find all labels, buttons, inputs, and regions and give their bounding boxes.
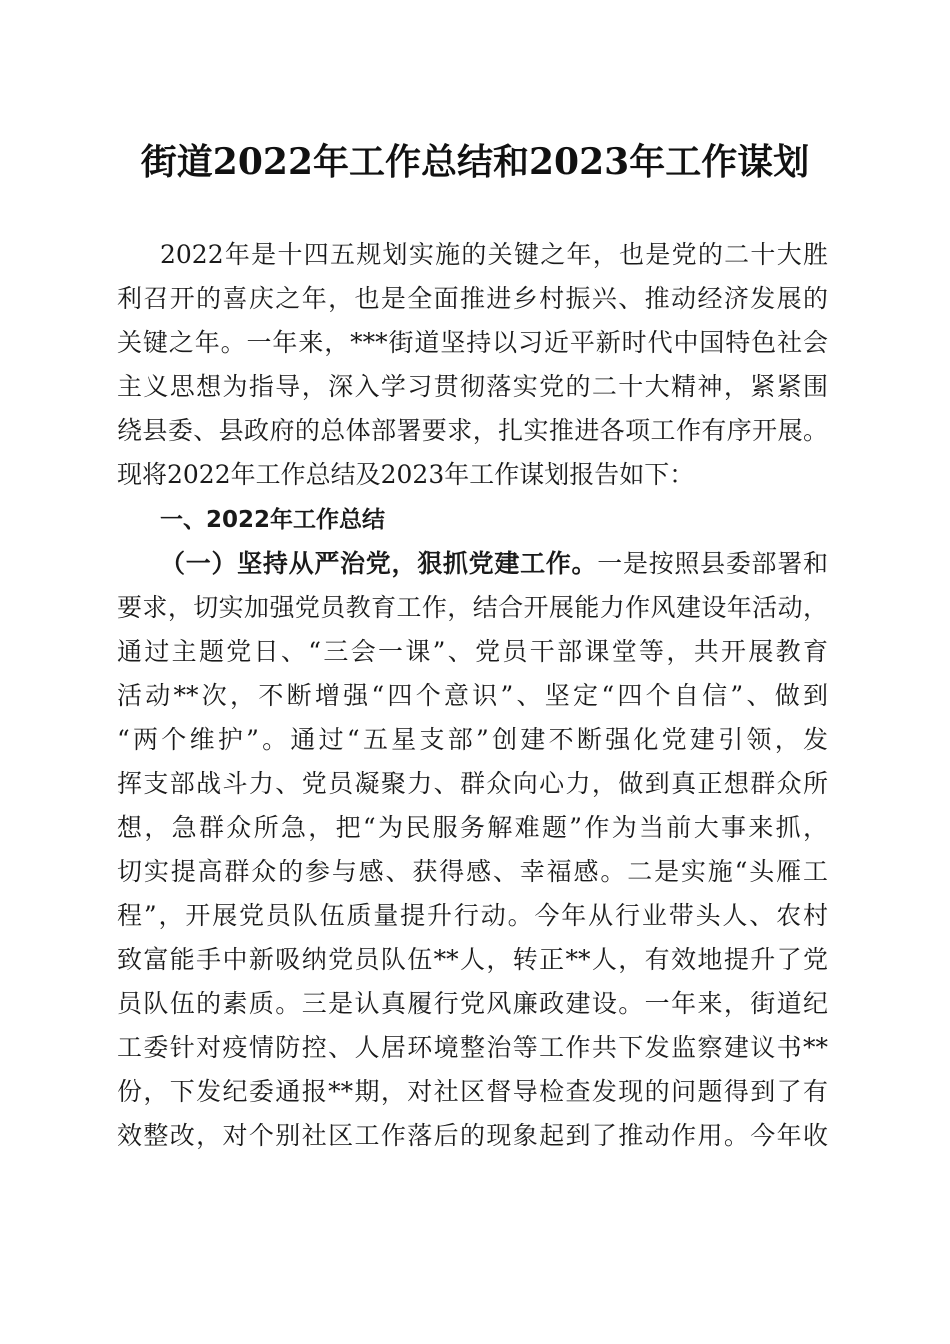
body-line: 份，下发纪委通报**期，对社区督导检查发现的问题得到了有 bbox=[117, 1077, 828, 1106]
intro-line-6: 现将2022年工作总结及2023年工作谋划报告如下： bbox=[117, 460, 695, 489]
intro-line-4: 主义思想为指导，深入学习贯彻落实党的二十大精神，紧紧围 bbox=[117, 372, 828, 401]
intro-line-5: 绕县委、县政府的总体部署要求，扎实推进各项工作有序开展。 bbox=[117, 416, 828, 445]
subsection-first-line-text: 一是按照县委部署和 bbox=[597, 549, 828, 578]
body-line: 工委针对疫情防控、人居环境整治等工作共下发监察建议书** bbox=[117, 1033, 828, 1062]
body-line: 通过主题党日、“三会一课”、党员干部课堂等，共开展教育 bbox=[117, 637, 828, 666]
body-line: 致富能手中新吸纳党员队伍**人，转正**人，有效地提升了党 bbox=[117, 945, 828, 974]
body-line: “两个维护”。通过“五星支部”创建不断强化党建引领，发 bbox=[117, 725, 828, 754]
body-line: 活动**次，不断增强“四个意识”、坚定“四个自信”、做到 bbox=[117, 681, 829, 710]
body-line: 挥支部战斗力、党员凝聚力、群众向心力，做到真正想群众所 bbox=[117, 769, 828, 798]
document-title: 街道2022年工作总结和2023年工作谋划 bbox=[140, 141, 810, 183]
body-line: 要求，切实加强党员教育工作，结合开展能力作风建设年活动， bbox=[117, 593, 828, 622]
body-line: 切实提高群众的参与感、获得感、幸福感。二是实施“头雁工 bbox=[117, 857, 828, 886]
subsection-label: （一）坚持从严治党，狠抓党建工作。 bbox=[160, 549, 598, 578]
intro-line-2: 利召开的喜庆之年，也是全面推进乡村振兴、推动经济发展的 bbox=[117, 284, 828, 313]
body-line: 效整改，对个别社区工作落后的现象起到了推动作用。今年收 bbox=[117, 1121, 828, 1150]
intro-line-1: 2022年是十四五规划实施的关键之年，也是党的二十大胜 bbox=[160, 240, 828, 269]
body-line: 员队伍的素质。三是认真履行党风廉政建设。一年来，街道纪 bbox=[117, 989, 828, 1018]
body-line: 程”，开展党员队伍质量提升行动。今年从行业带头人、农村 bbox=[117, 901, 828, 930]
section-heading: 一、2022年工作总结 bbox=[160, 507, 386, 533]
body-line: 想，急群众所急，把“为民服务解难题”作为当前大事来抓， bbox=[117, 813, 828, 842]
subsection-first-line bbox=[160, 546, 828, 582]
intro-line-3: 关键之年。一年来，***街道坚持以习近平新时代中国特色社会 bbox=[117, 328, 828, 357]
